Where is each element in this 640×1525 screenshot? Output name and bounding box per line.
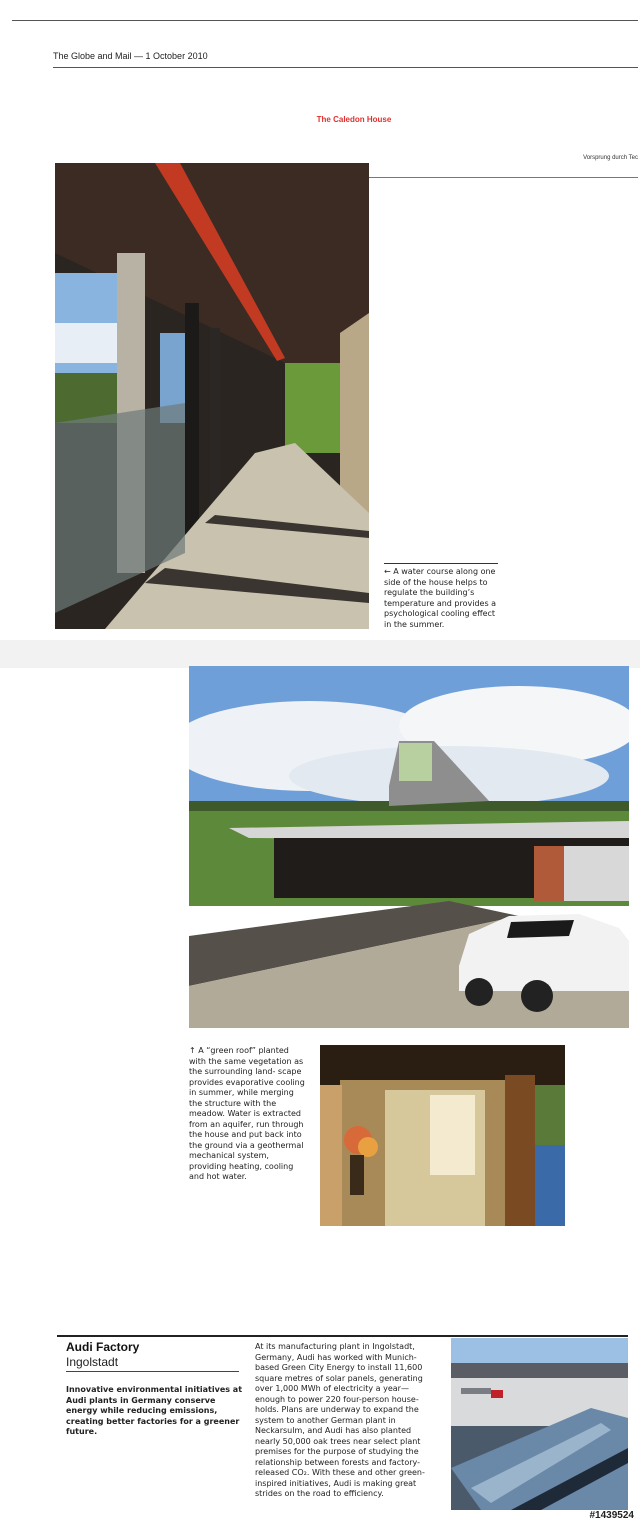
caption-rule-1 [384,563,498,564]
factory-lead: Innovative environmental initiatives at Audi plants in Germany conserve energy while reducing emissions, creating better factories for a greener future. [66,1385,243,1436]
page-band [0,640,640,668]
green-roof-photo [189,666,629,1028]
slogan: Vorsprung durch Tec [583,155,638,161]
publication-source: The Globe and Mail — 1 October 2010 [53,51,208,61]
factory-title-rule [66,1371,239,1372]
section-title: The Caledon House [316,115,392,124]
header-rule [53,67,638,68]
top-rule [12,20,638,21]
slogan-rule [369,177,638,178]
watermark-number: #1439524 [589,1510,634,1521]
caption-green-roof: ↑ A “green roof” planted with the same vegetation as the surrounding land- scape provides evaporative cooling in summer, while merging the structure with the meadow. Water is extracted from an aquifer, run through the house and put back into the ground via a geothermal mechanical system, providing heating, cooling and hot water. [189,1046,305,1181]
factory-location: Ingolstadt [66,1355,119,1369]
factory-title: Audi Factory [66,1340,140,1354]
factory-photo [451,1338,628,1510]
factory-top-rule [57,1335,628,1337]
interior-photo [320,1045,565,1226]
corridor-photo [55,163,369,629]
factory-body: At its manufacturing plant in Ingolstadt, Germany, Audi has worked with Munich-based Green City Energy to install 11,600 square metres of solar panels, generating over 1,000 MWh of electricity a year—enough to power 220 four-person house- holds. Plans are underway to expand the system to another German plant in Neckarsulm, and Audi has also planted nearly 50,000 oak trees near select plant premises for the purpose of studying the relationship between forests and factory-released CO₂. With these and other green-inspired initiatives, Audi is making great strides on the road to efficiency. [255,1342,425,1498]
caption-water-course: ← A water course along one side of the house helps to regulate the building’s temperature and provides a psychological cooling effect in the summer. [384,567,497,629]
